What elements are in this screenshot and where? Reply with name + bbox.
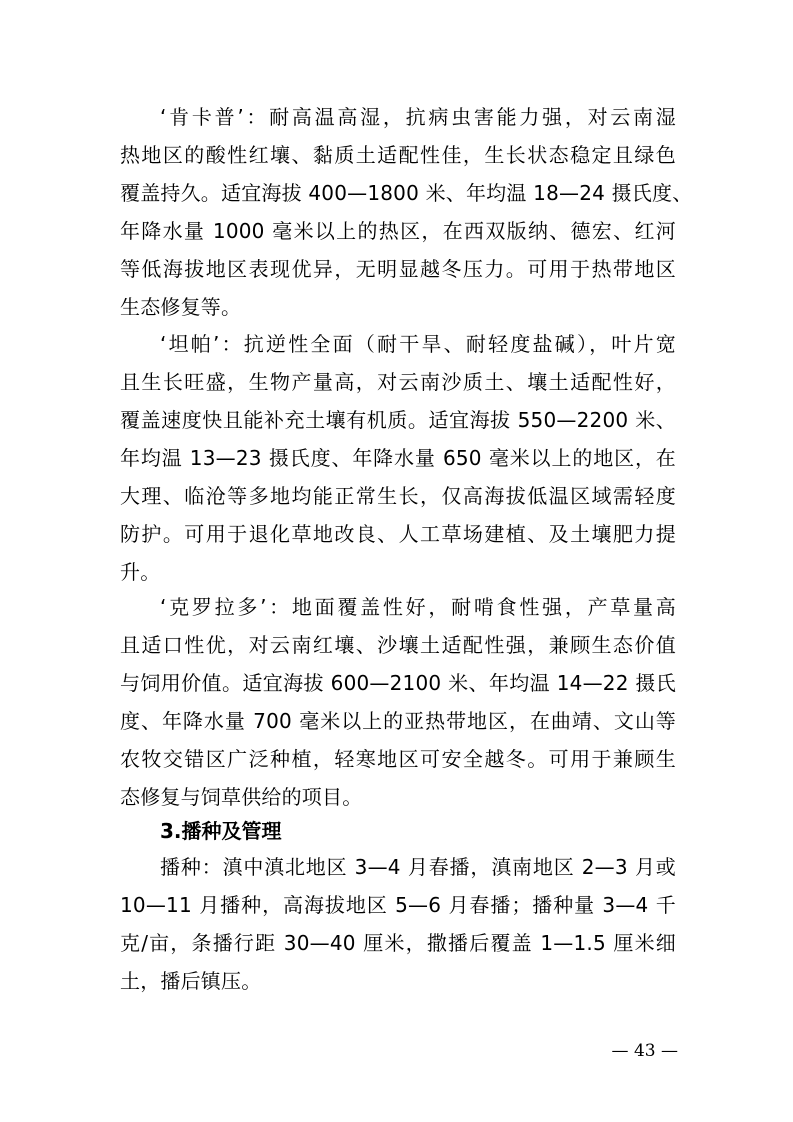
paragraph-line: 生态修复等。 [120, 295, 242, 319]
paragraph-line: 大理、临沧等多地均能正常生长，仅高海拔低温区域需轻度 [120, 484, 676, 508]
paragraph-line: ‘肯卡普’：耐高温高湿，抗病虫害能力强，对云南湿 [160, 105, 676, 129]
section-heading: 3.播种及管理 [160, 819, 282, 843]
paragraph-line: ‘克罗拉多’：地面覆盖性好，耐啃食性强，产草量高 [160, 595, 676, 619]
paragraph-line: ‘坦帕’：抗逆性全面（耐干旱、耐轻度盐碱），叶片宽 [160, 332, 676, 356]
paragraph-line: 热地区的酸性红壤、黏质土适配性佳，生长状态稳定且绿色 [120, 143, 676, 167]
paragraph-line: 与饲用价值。适宜海拔 600—2100 米、年均温 14—22 摄氏 [120, 671, 676, 695]
paragraph-line: 年均温 13—23 摄氏度、年降水量 650 毫米以上的地区，在 [120, 446, 676, 470]
paragraph-line: 覆盖速度快且能补充土壤有机质。适宜海拔 550—2200 米、 [120, 408, 676, 432]
paragraph-line: 农牧交错区广泛种植，轻寒地区可安全越冬。可用于兼顾生 [120, 747, 676, 771]
paragraph-line: 等低海拔地区表现优异，无明显越冬压力。可用于热带地区 [120, 257, 676, 281]
paragraph-line: 态修复与饲草供给的项目。 [120, 785, 363, 809]
paragraph-line: 且生长旺盛，生物产量高，对云南沙质土、壤土适配性好， [120, 370, 676, 394]
paragraph-line: 且适口性优，对云南红壤、沙壤土适配性强，兼顾生态价值 [120, 633, 676, 657]
paragraph-line: 年降水量 1000 毫米以上的热区，在西双版纳、德宏、红河 [120, 219, 676, 243]
paragraph-line: 覆盖持久。适宜海拔 400—1800 米、年均温 18—24 摄氏度、 [120, 181, 693, 205]
paragraph-line: 10—11 月播种，高海拔地区 5—6 月春播；播种量 3—4 千 [120, 893, 676, 917]
paragraph-line: 升。 [120, 560, 161, 584]
paragraph-line: 土，播后镇压。 [120, 969, 262, 993]
paragraph-line: 播种：滇中滇北地区 3—4 月春播，滇南地区 2—3 月或 [160, 855, 676, 879]
paragraph-line: 克/亩，条播行距 30—40 厘米，撒播后覆盖 1—1.5 厘米细 [120, 931, 676, 955]
page-number: — 43 — [611, 1041, 678, 1061]
paragraph-line: 防护。可用于退化草地改良、人工草场建植、及土壤肥力提 [120, 522, 676, 546]
paragraph-line: 度、年降水量 700 毫米以上的亚热带地区，在曲靖、文山等 [120, 709, 676, 733]
